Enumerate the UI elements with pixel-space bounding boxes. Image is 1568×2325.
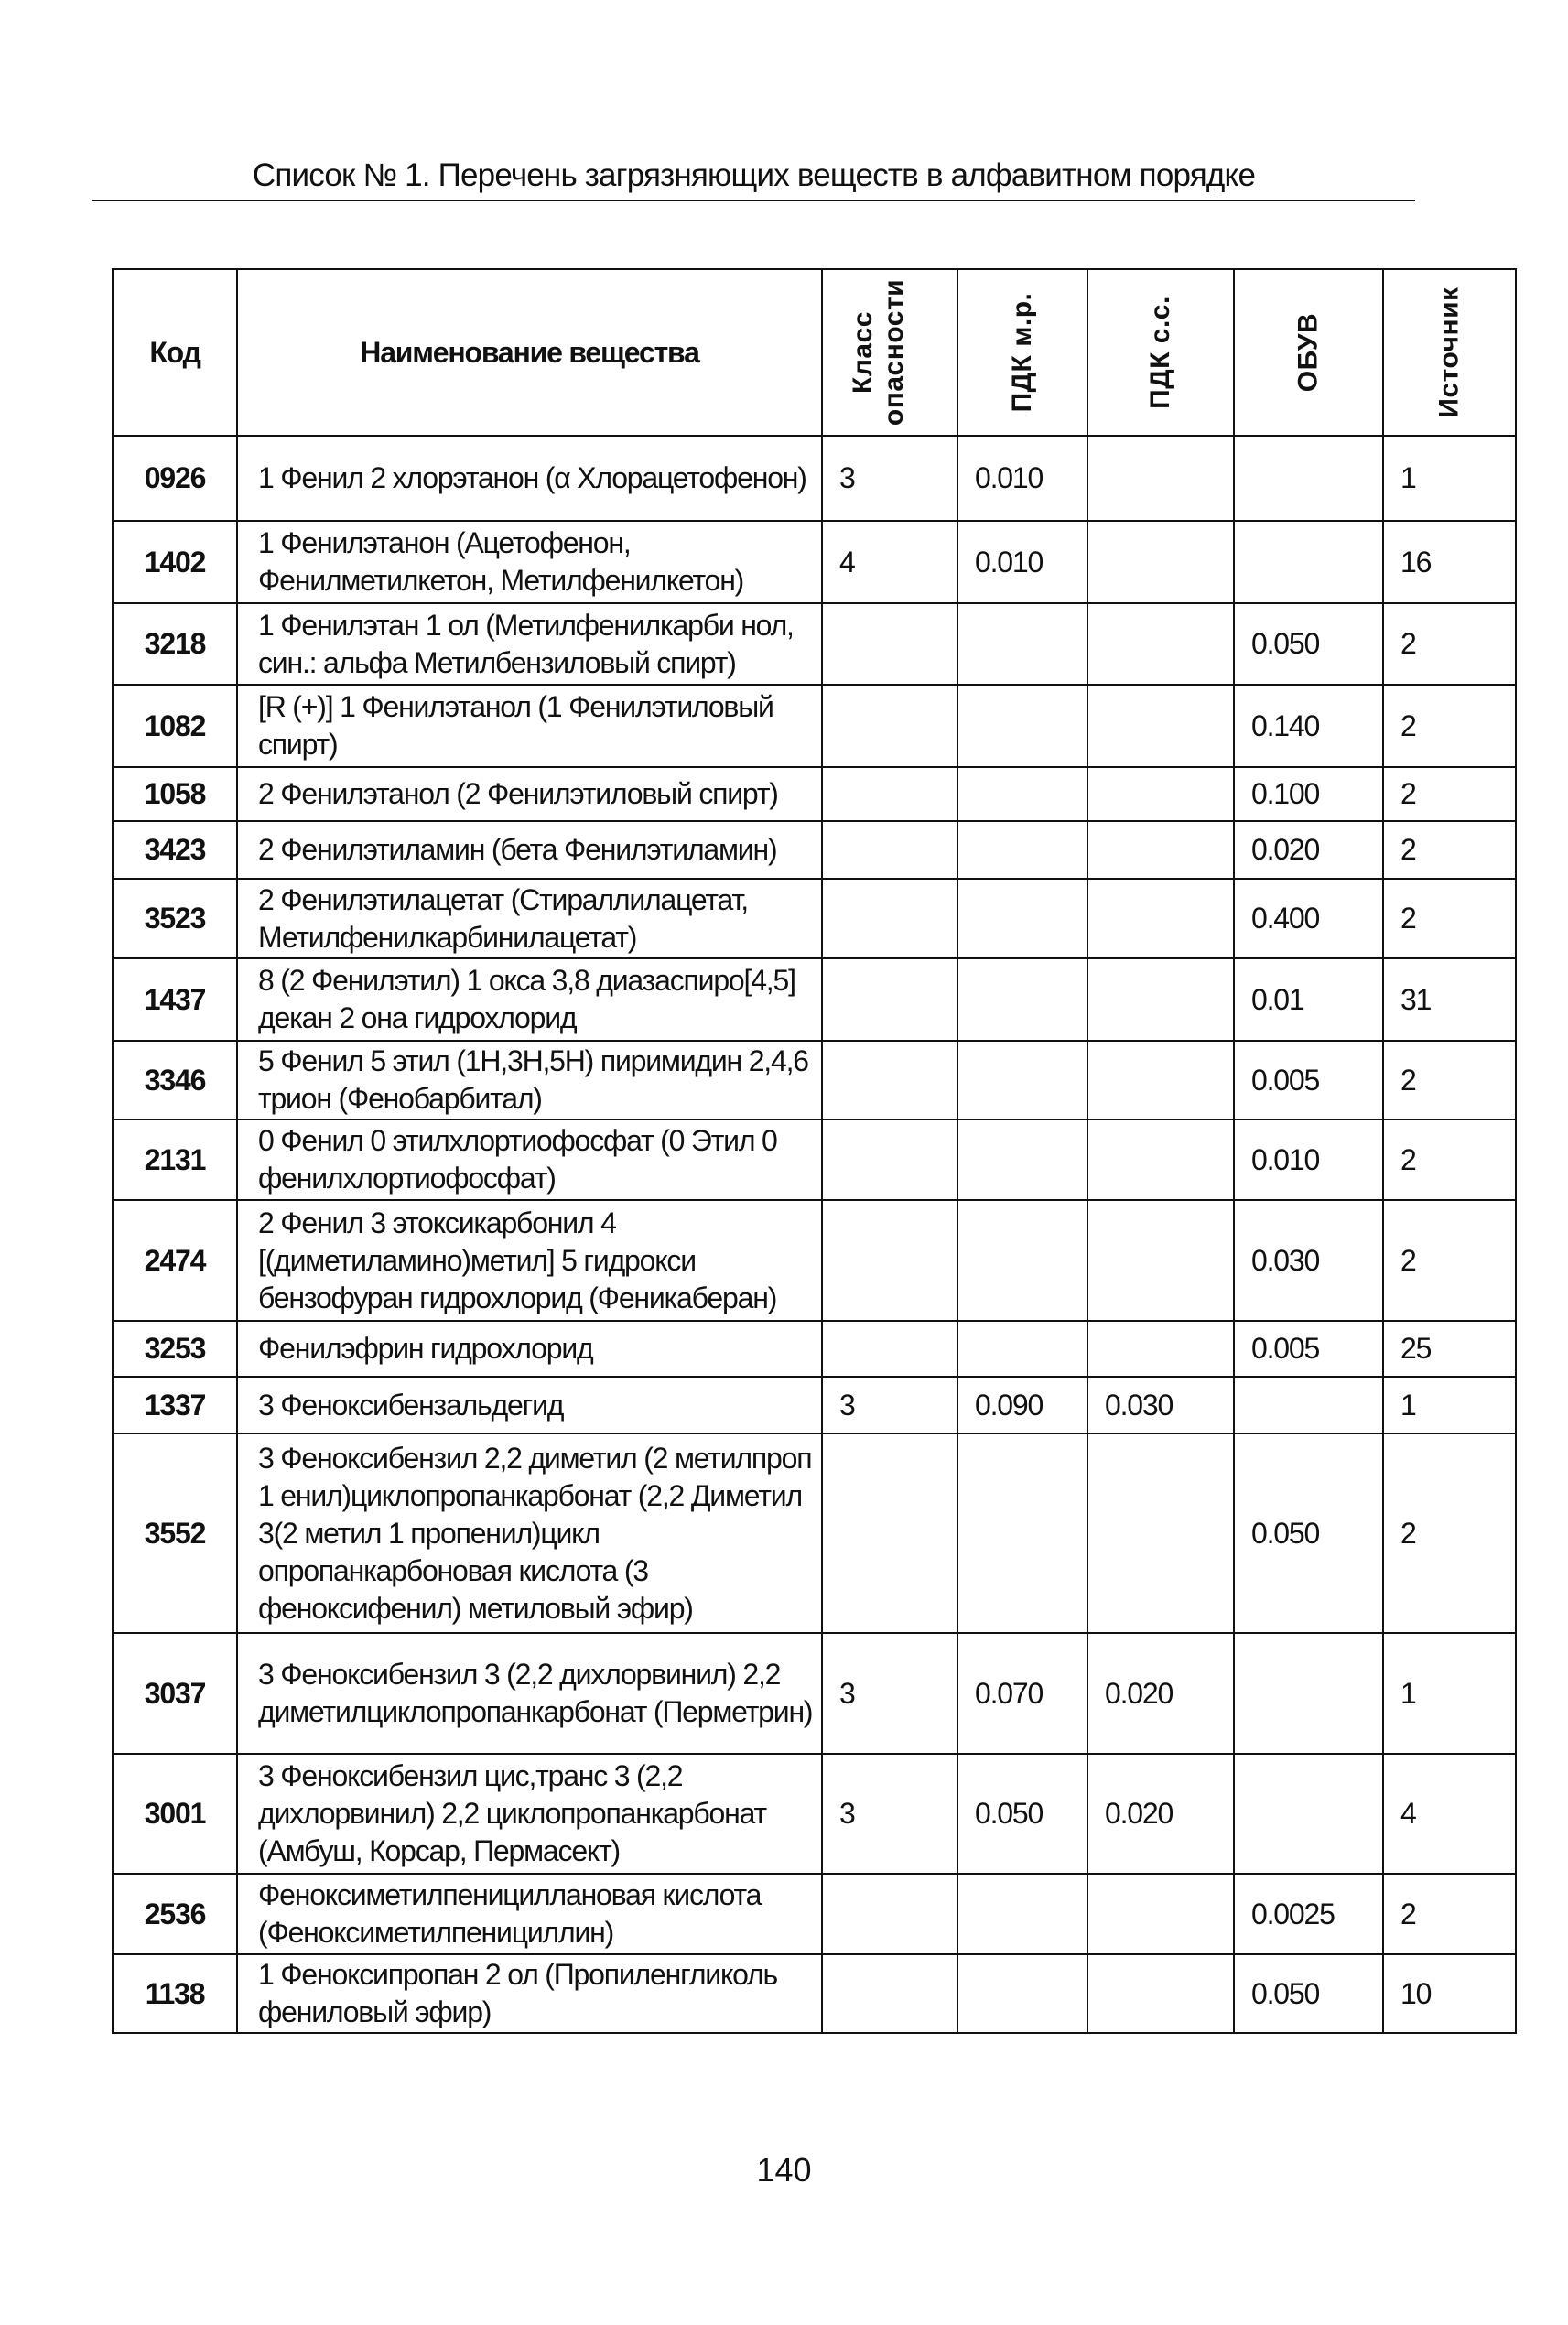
cell-pdk-ss — [1087, 521, 1234, 603]
header-pdk-ss — [1087, 269, 1234, 436]
header-class-label: Класс опасности — [848, 278, 909, 427]
substances-table — [112, 268, 1517, 2034]
cell-class: 4 — [822, 521, 957, 603]
cell-pdk-mr — [957, 879, 1087, 958]
cell-pdk-ss: 0.030 — [1087, 1377, 1234, 1433]
cell-code: 2474 — [113, 1200, 237, 1321]
cell-obuv: 0.01 — [1234, 958, 1383, 1041]
cell-pdk-mr — [957, 958, 1087, 1041]
cell-code: 1402 — [113, 521, 237, 603]
header-obuv-label: ОБУВ — [1292, 312, 1324, 393]
cell-name: 3 Феноксибензил цис,транс 3 (2,2 дихлорвинил) 2,2 циклопропанкарбонат (Амбуш, Корсар, Пермасект) — [237, 1754, 822, 1874]
cell-source: 31 — [1383, 958, 1516, 1041]
cell-obuv: 0.005 — [1234, 1321, 1383, 1377]
cell-code: 0926 — [113, 436, 237, 521]
cell-obuv: 0.005 — [1234, 1041, 1383, 1119]
cell-source: 16 — [1383, 521, 1516, 603]
header-source — [1383, 269, 1516, 436]
cell-name: 1 Фенилэтан 1 ол (Метилфенилкарби нол, син.: альфа Метилбензиловый спирт) — [237, 603, 822, 685]
cell-class — [822, 767, 957, 821]
table-row — [113, 767, 1516, 821]
cell-class — [822, 958, 957, 1041]
cell-obuv: 0.140 — [1234, 685, 1383, 767]
header-pdk-mr — [957, 269, 1087, 436]
header-pdk-mr-label: ПДК м.р. — [1007, 292, 1037, 413]
cell-source: 2 — [1383, 821, 1516, 879]
table-row — [113, 1041, 1516, 1119]
cell-class — [822, 685, 957, 767]
cell-obuv: 0.400 — [1234, 879, 1383, 958]
cell-pdk-ss — [1087, 767, 1234, 821]
cell-code: 3218 — [113, 603, 237, 685]
header-class — [822, 269, 957, 436]
cell-code: 3253 — [113, 1321, 237, 1377]
cell-name: 3 Феноксибензил 3 (2,2 дихлорвинил) 2,2 диметилциклопропанкарбонат (Перметрин) — [237, 1633, 822, 1754]
cell-obuv: 0.050 — [1234, 1954, 1383, 2033]
header-pdk-ss-label: ПДК с.с. — [1145, 296, 1175, 409]
cell-class — [822, 1119, 957, 1200]
cell-pdk-mr: 0.070 — [957, 1633, 1087, 1754]
cell-pdk-ss — [1087, 436, 1234, 521]
cell-source: 2 — [1383, 1200, 1516, 1321]
cell-pdk-mr — [957, 1041, 1087, 1119]
cell-source: 2 — [1383, 1433, 1516, 1633]
cell-pdk-ss: 0.020 — [1087, 1754, 1234, 1874]
header-source-label: Источник — [1433, 287, 1465, 418]
cell-pdk-ss — [1087, 958, 1234, 1041]
cell-pdk-mr: 0.010 — [957, 521, 1087, 603]
cell-pdk-ss — [1087, 1874, 1234, 1954]
cell-class — [822, 603, 957, 685]
cell-source: 2 — [1383, 1874, 1516, 1954]
cell-pdk-mr: 0.050 — [957, 1754, 1087, 1874]
cell-source: 2 — [1383, 767, 1516, 821]
table-row — [113, 685, 1516, 767]
cell-code: 2536 — [113, 1874, 237, 1954]
cell-name: 2 Фенилэтилацетат (Стираллилацетат, Метилфенилкарбинилацетат) — [237, 879, 822, 958]
cell-name: Фенилэфрин гидрохлорид — [237, 1321, 822, 1377]
cell-class — [822, 1433, 957, 1633]
cell-name: 1 Фенил 2 хлорэтанон (α Хлорацетофенон) — [237, 436, 822, 521]
cell-pdk-ss — [1087, 1433, 1234, 1633]
cell-obuv: 0.020 — [1234, 821, 1383, 879]
cell-class — [822, 821, 957, 879]
cell-name: 5 Фенил 5 этил (1H,3H,5H) пиримидин 2,4,6 трион (Фенобарбитал) — [237, 1041, 822, 1119]
table-row — [113, 821, 1516, 879]
cell-pdk-ss — [1087, 821, 1234, 879]
cell-pdk-ss — [1087, 1321, 1234, 1377]
cell-class: 3 — [822, 436, 957, 521]
cell-name: Феноксиметилпенициллановая кислота (Феноксиметилпенициллин) — [237, 1874, 822, 1954]
table-row — [113, 958, 1516, 1041]
cell-code: 2131 — [113, 1119, 237, 1200]
cell-code: 1138 — [113, 1954, 237, 2033]
table-row — [113, 521, 1516, 603]
cell-pdk-mr — [957, 767, 1087, 821]
cell-code: 3001 — [113, 1754, 237, 1874]
cell-class: 3 — [822, 1377, 957, 1433]
cell-class: 3 — [822, 1633, 957, 1754]
cell-class — [822, 1041, 957, 1119]
cell-code: 3423 — [113, 821, 237, 879]
cell-pdk-mr — [957, 1954, 1087, 2033]
cell-pdk-mr — [957, 821, 1087, 879]
table-row — [113, 1954, 1516, 2033]
cell-class — [822, 879, 957, 958]
cell-source: 25 — [1383, 1321, 1516, 1377]
table-row — [113, 1874, 1516, 1954]
cell-name: 3 Феноксибензил 2,2 диметил (2 метилпроп 1 енил)циклопропанкарбонат (2,2 Диметил 3(2 метил 1 пропенил)цикл опропанкарбоновая кислота (3 феноксифенил) метиловый эфир) — [237, 1433, 822, 1633]
cell-source: 2 — [1383, 603, 1516, 685]
cell-source: 4 — [1383, 1754, 1516, 1874]
cell-pdk-ss: 0.020 — [1087, 1633, 1234, 1754]
cell-obuv — [1234, 436, 1383, 521]
table-row — [113, 436, 1516, 521]
table-row — [113, 1633, 1516, 1754]
table-header-row — [113, 269, 1516, 436]
header-obuv — [1234, 269, 1383, 436]
cell-name: [R (+)] 1 Фенилэтанол (1 Фенилэтиловый спирт) — [237, 685, 822, 767]
cell-source: 2 — [1383, 685, 1516, 767]
cell-pdk-mr — [957, 1119, 1087, 1200]
table-row — [113, 1377, 1516, 1433]
cell-obuv: 0.0025 — [1234, 1874, 1383, 1954]
cell-source: 2 — [1383, 1119, 1516, 1200]
cell-obuv — [1234, 521, 1383, 603]
cell-pdk-ss — [1087, 685, 1234, 767]
cell-obuv: 0.050 — [1234, 603, 1383, 685]
cell-class — [822, 1321, 957, 1377]
cell-source: 1 — [1383, 1633, 1516, 1754]
cell-code: 1058 — [113, 767, 237, 821]
page-number: 140 — [756, 2151, 812, 2189]
cell-code: 3346 — [113, 1041, 237, 1119]
cell-source: 1 — [1383, 436, 1516, 521]
cell-obuv: 0.010 — [1234, 1119, 1383, 1200]
table-row — [113, 1754, 1516, 1874]
cell-name: 2 Фенилэтанол (2 Фенилэтиловый спирт) — [237, 767, 822, 821]
cell-obuv: 0.100 — [1234, 767, 1383, 821]
title-rule — [92, 200, 1415, 201]
cell-source: 2 — [1383, 1041, 1516, 1119]
cell-name: 1 Феноксипропан 2 ол (Пропиленгликоль фениловый эфир) — [237, 1954, 822, 2033]
cell-code: 3552 — [113, 1433, 237, 1633]
cell-name: 1 Фенилэтанон (Ацетофенон, Фенилметилкетон, Метилфенилкетон) — [237, 521, 822, 603]
cell-pdk-mr — [957, 1321, 1087, 1377]
header-code: Код — [113, 269, 237, 436]
cell-pdk-mr — [957, 1874, 1087, 1954]
header-name: Наименование вещества — [237, 269, 822, 436]
cell-pdk-mr — [957, 603, 1087, 685]
cell-pdk-ss — [1087, 1954, 1234, 2033]
table-row — [113, 603, 1516, 685]
table-row — [113, 1200, 1516, 1321]
cell-name: 3 Феноксибензальдегид — [237, 1377, 822, 1433]
page-title: Список № 1. Перечень загрязняющих веществ в алфавитном порядке — [252, 157, 1256, 193]
cell-pdk-ss — [1087, 1041, 1234, 1119]
cell-code: 3037 — [113, 1633, 237, 1754]
table-row — [113, 1321, 1516, 1377]
cell-code: 1082 — [113, 685, 237, 767]
cell-name: 0 Фенил 0 этилхлортиофосфат (0 Этил 0 фенилхлортиофосфат) — [237, 1119, 822, 1200]
cell-source: 10 — [1383, 1954, 1516, 2033]
table-row — [113, 1433, 1516, 1633]
cell-pdk-ss — [1087, 603, 1234, 685]
cell-name: 2 Фенилэтиламин (бета Фенилэтиламин) — [237, 821, 822, 879]
cell-obuv — [1234, 1633, 1383, 1754]
cell-class — [822, 1874, 957, 1954]
cell-class — [822, 1954, 957, 2033]
cell-pdk-mr: 0.090 — [957, 1377, 1087, 1433]
cell-class: 3 — [822, 1754, 957, 1874]
cell-pdk-mr — [957, 1200, 1087, 1321]
cell-code: 3523 — [113, 879, 237, 958]
cell-class — [822, 1200, 957, 1321]
cell-pdk-mr: 0.010 — [957, 436, 1087, 521]
cell-source: 2 — [1383, 879, 1516, 958]
cell-name: 2 Фенил 3 этоксикарбонил 4 [(диметиламино)метил] 5 гидрокси бензофуран гидрохлорид (Феникаберан) — [237, 1200, 822, 1321]
table-row — [113, 879, 1516, 958]
cell-obuv — [1234, 1377, 1383, 1433]
cell-pdk-mr — [957, 1433, 1087, 1633]
cell-pdk-mr — [957, 685, 1087, 767]
cell-code: 1437 — [113, 958, 237, 1041]
cell-obuv: 0.030 — [1234, 1200, 1383, 1321]
cell-name: 8 (2 Фенилэтил) 1 окса 3,8 диазаспиро[4,5] декан 2 она гидрохлорид — [237, 958, 822, 1041]
cell-obuv — [1234, 1754, 1383, 1874]
cell-code: 1337 — [113, 1377, 237, 1433]
cell-pdk-ss — [1087, 1119, 1234, 1200]
cell-obuv: 0.050 — [1234, 1433, 1383, 1633]
cell-source: 1 — [1383, 1377, 1516, 1433]
table-row — [113, 1119, 1516, 1200]
cell-pdk-ss — [1087, 1200, 1234, 1321]
cell-pdk-ss — [1087, 879, 1234, 958]
